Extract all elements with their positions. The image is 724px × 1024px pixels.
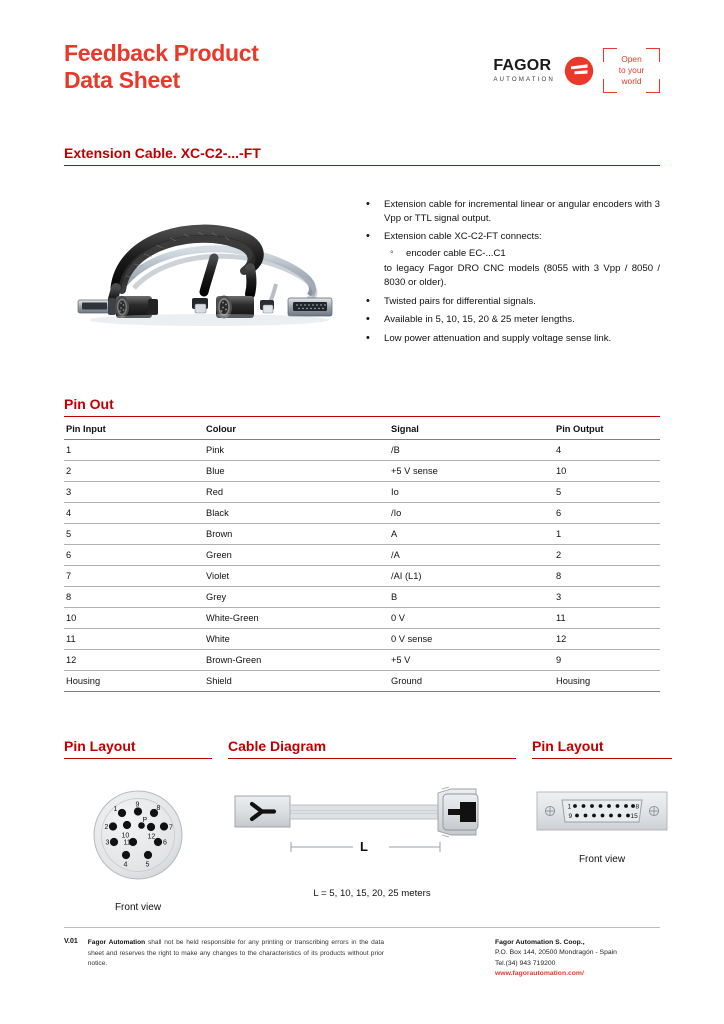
fagor-circle-mark-icon <box>564 56 594 86</box>
table-cell: Shield <box>204 671 389 692</box>
svg-text:1: 1 <box>113 806 118 814</box>
table-cell: Ground <box>389 671 554 692</box>
claim-bracket-bottom-right <box>646 79 660 93</box>
table-row <box>64 503 660 524</box>
table-row <box>64 671 660 692</box>
table-row <box>64 545 660 566</box>
table-cell: Violet <box>204 566 389 587</box>
logo-brand-name: FAGOR <box>493 57 552 74</box>
product-feature-list <box>358 192 660 350</box>
diagram-row <box>64 738 660 913</box>
table-row <box>64 608 660 629</box>
feature-bullet-4: • Available in 5, 10, 15, 20 & 25 meter lengths. <box>358 313 660 327</box>
column-header-signal: Signal <box>389 419 554 440</box>
pin-layout-right-section <box>532 738 672 913</box>
table-row <box>64 629 660 650</box>
svg-text:P: P <box>142 817 148 825</box>
table-cell: 1 <box>64 440 204 461</box>
table-cell: White <box>204 629 389 650</box>
pin-layout-right-body <box>532 785 672 865</box>
table-cell: Io <box>389 482 554 503</box>
contact-company: Fagor Automation S. Coop., <box>495 938 585 946</box>
table-row <box>64 650 660 671</box>
legal-disclaimer-text: shall not be held responsible for any printing or transcribing errors in the data sheet and reserves the right to make any changes to the characteristics of its products without prior notice. <box>87 938 384 968</box>
photo-connector-dsub-right <box>288 298 332 316</box>
column-header-pin-output: Pin Output <box>554 419 660 440</box>
dsub-15-pin-connector-icon <box>532 803 672 841</box>
table-cell: Green <box>204 545 389 566</box>
cable-diagram-title: Cable Diagram <box>228 738 327 755</box>
table-cell: A <box>389 524 554 545</box>
table-header-row <box>64 419 660 440</box>
pinout-section <box>64 396 660 692</box>
table-cell: Brown <box>204 524 389 545</box>
table-cell: 6 <box>64 545 204 566</box>
table-cell: Housing <box>554 671 660 692</box>
svg-text:12: 12 <box>147 833 156 841</box>
feature-bullet-5: • Low power attenuation and supply voltage sense link. <box>358 332 660 346</box>
table-cell: Blue <box>204 461 389 482</box>
table-cell: 1 <box>554 524 660 545</box>
pin-layout-right-title: Pin Layout <box>532 738 604 755</box>
svg-text:9: 9 <box>135 801 140 809</box>
table-row <box>64 587 660 608</box>
legal-disclaimer <box>88 938 384 980</box>
fagor-logo <box>493 40 660 93</box>
product-photo <box>64 192 354 327</box>
claim-bracket-top-right <box>646 48 660 62</box>
svg-text:7: 7 <box>169 824 173 832</box>
table-row <box>64 461 660 482</box>
table-row <box>64 440 660 461</box>
pinout-title-rule <box>64 416 660 417</box>
table-cell: 5 <box>554 482 660 503</box>
table-cell: Brown-Green <box>204 650 389 671</box>
svg-text:2: 2 <box>104 824 109 832</box>
table-cell: 4 <box>554 440 660 461</box>
table-cell: 9 <box>554 650 660 671</box>
svg-text:5: 5 <box>145 861 150 869</box>
table-cell: Grey <box>204 587 389 608</box>
logo-claim-text <box>619 54 645 86</box>
feature-bullet-2 <box>358 230 660 289</box>
pin-layout-left-body <box>64 785 212 913</box>
table-cell: Housing <box>64 671 204 692</box>
table-cell: White-Green <box>204 608 389 629</box>
svg-text:10: 10 <box>121 832 130 840</box>
svg-text:15: 15 <box>630 813 638 821</box>
pin-layout-left-section <box>64 738 212 913</box>
table-cell: 0 V <box>389 608 554 629</box>
svg-text:L: L <box>360 839 368 855</box>
table-cell: 12 <box>64 650 204 671</box>
product-section-title: Extension Cable. XC-C2-...-FT <box>64 145 261 161</box>
table-cell: 7 <box>64 566 204 587</box>
svg-text:1: 1 <box>567 803 572 811</box>
table-cell: Pink <box>204 440 389 461</box>
feature-bullet-1: • Extension cable for incremental linear or angular encoders with 3 Vpp or TTL signal output. <box>358 198 660 225</box>
cable-diagram-icon <box>229 839 515 871</box>
pin-layout-right-caption: Front view <box>578 854 626 866</box>
cable-length-note: L = 5, 10, 15, 20, 25 meters <box>313 888 431 900</box>
table-cell: 8 <box>64 587 204 608</box>
document-version: V.01 <box>64 938 78 946</box>
table-cell: 10 <box>64 608 204 629</box>
product-title-section <box>64 145 660 166</box>
pin-layout-left-title: Pin Layout <box>64 738 136 755</box>
svg-text:8: 8 <box>156 805 161 813</box>
product-overview-row <box>64 192 660 350</box>
svg-text:6: 6 <box>163 839 167 847</box>
pinout-section-title: Pin Out <box>64 396 114 413</box>
footer-contact-block <box>495 938 660 980</box>
table-cell: 3 <box>64 482 204 503</box>
column-header-pin-input: Pin Input <box>64 419 204 440</box>
svg-text:9: 9 <box>568 813 573 821</box>
pin-layout-left-caption: Front view <box>114 902 162 914</box>
logo-wordmark <box>493 58 555 83</box>
photo-connector-dsub-left <box>78 298 116 315</box>
table-cell: 5 <box>64 524 204 545</box>
table-row <box>64 566 660 587</box>
table-cell: /A <box>389 545 554 566</box>
table-cell: /Io <box>389 503 554 524</box>
column-header-colour: Colour <box>204 419 389 440</box>
cable-diagram-section <box>228 738 516 913</box>
table-cell: /B <box>389 440 554 461</box>
claim-line-3: world <box>621 75 642 86</box>
table-cell: 12 <box>554 629 660 650</box>
table-cell: 11 <box>554 608 660 629</box>
table-cell: 8 <box>554 566 660 587</box>
svg-text:4: 4 <box>123 861 128 869</box>
table-cell: /AI (L1) <box>389 566 554 587</box>
page-header <box>64 0 660 105</box>
table-row <box>64 524 660 545</box>
table-cell: Black <box>204 503 389 524</box>
feature-bullet-2-sub: ◦ encoder cable EC-...C1 <box>384 247 660 261</box>
contact-address: P.O. Box 144, 20500 Mondragón - Spain <box>495 949 617 957</box>
svg-text:8: 8 <box>635 803 640 811</box>
pinout-table <box>64 419 660 692</box>
table-cell: Red <box>204 482 389 503</box>
document-title <box>64 40 259 93</box>
logo-brand-sub: AUTOMATION <box>493 76 555 83</box>
table-cell: 3 <box>554 587 660 608</box>
claim-line-1: Open <box>621 54 642 65</box>
legal-company-name: Fagor Automation <box>87 938 146 946</box>
pin-layout-right-rule <box>532 758 672 759</box>
table-cell: 10 <box>554 461 660 482</box>
claim-bracket-bottom-left <box>603 79 617 93</box>
svg-text:11: 11 <box>123 839 131 847</box>
product-title-rule <box>64 165 660 166</box>
table-cell: +5 V <box>389 650 554 671</box>
table-cell: 2 <box>64 461 204 482</box>
cable-diagram-rule <box>228 758 516 759</box>
svg-text:3: 3 <box>105 839 110 847</box>
page-footer <box>64 927 660 980</box>
contact-website-link[interactable]: www.fagorautomation.com/ <box>495 970 584 978</box>
table-cell: 6 <box>554 503 660 524</box>
circular-12-pin-connector-icon <box>85 801 191 889</box>
contact-phone: Tel.(34) 943 719200 <box>495 959 556 967</box>
table-cell: +5 V sense <box>389 461 554 482</box>
document-title-line2: Data Sheet <box>64 66 180 93</box>
table-cell: 0 V sense <box>389 629 554 650</box>
claim-line-2: to your <box>618 65 645 76</box>
feature-bullet-2-text: Extension cable XC-C2-FT connects: <box>384 231 542 243</box>
photo-connector-round-1 <box>115 296 158 318</box>
table-cell: 11 <box>64 629 204 650</box>
claim-bracket-top-left <box>603 48 617 62</box>
table-cell: 4 <box>64 503 204 524</box>
document-title-line1: Feedback Product <box>64 40 259 66</box>
footer-legal-block <box>64 938 384 980</box>
logo-claim-box <box>603 48 660 93</box>
table-cell: B <box>389 587 554 608</box>
table-row <box>64 482 660 503</box>
feature-bullet-3: • Twisted pairs for differential signals. <box>358 295 660 309</box>
feature-bullet-2-cont: to legacy Fagor DRO CNC models (8055 with 3 Vpp / 8050 / 8030 or older). <box>384 263 660 289</box>
table-cell: 2 <box>554 545 660 566</box>
pin-layout-left-rule <box>64 758 212 759</box>
cable-diagram-body <box>228 785 516 899</box>
